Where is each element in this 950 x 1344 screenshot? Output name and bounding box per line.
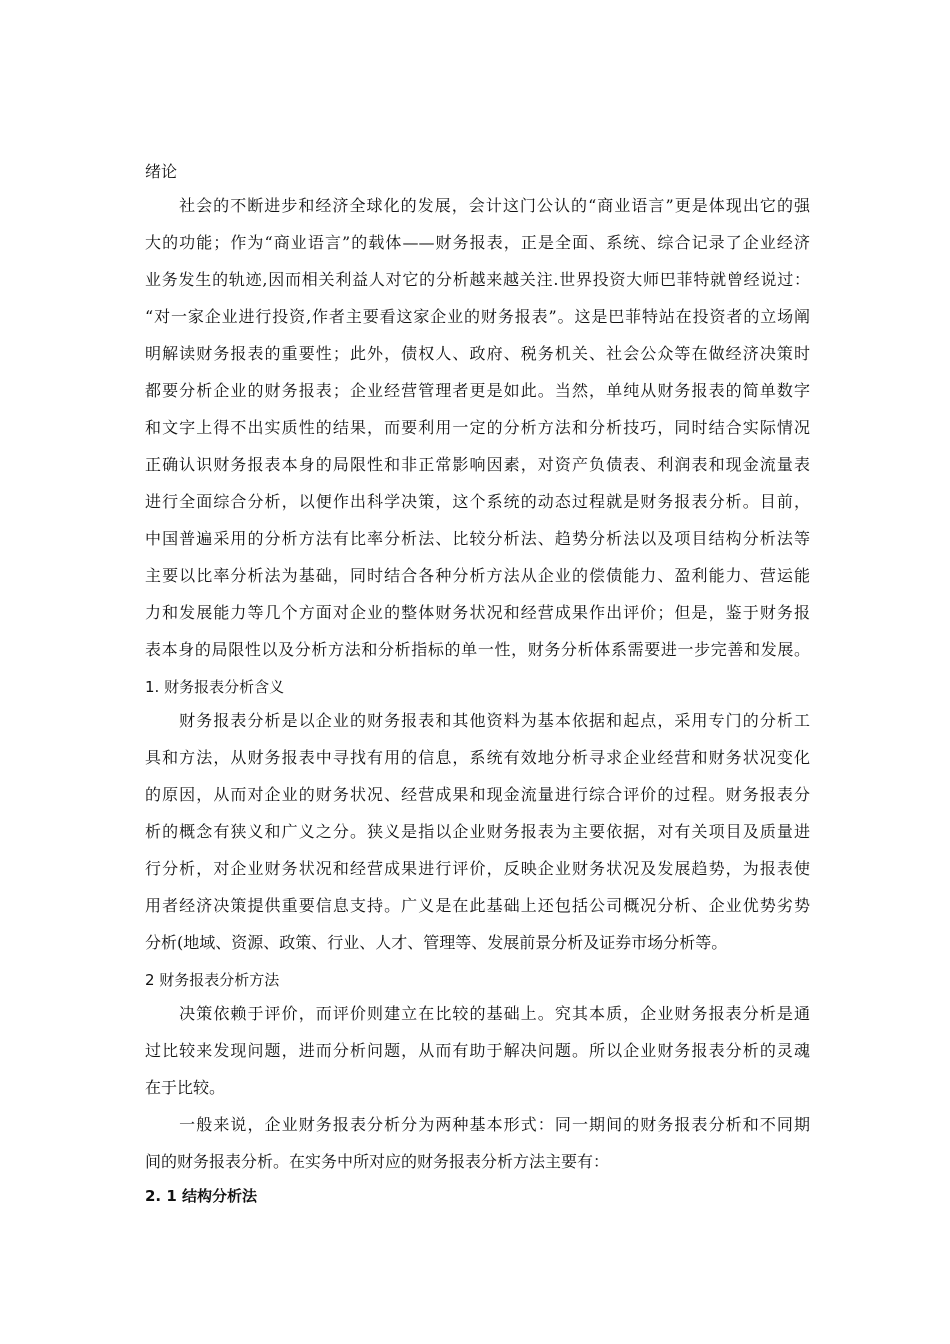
section-2-para-1-line: 决策依赖于评价，而评价则建立在比较的基础上。究其本质，企业财务报表分析是通 xyxy=(145,1004,810,1023)
intro-line: 主要以比率分析法为基础，同时结合各种分析方法从企业的偿债能力、盈利能力、营运能 xyxy=(145,566,810,585)
section-1-line: 分析(地域、资源、政策、行业、人才、管理等、发展前景分析及证券市场分析等。 xyxy=(145,933,728,952)
intro-line: 业务发生的轨迹,因而相关利益人对它的分析越来越关注.世界投资大师巴菲特就曾经说过： xyxy=(145,270,810,289)
intro-line: 正确认识财务报表本身的局限性和非正常影响因素，对资产负债表、利润表和现金流量表 xyxy=(145,455,810,474)
document-title: 绪论 xyxy=(145,162,178,181)
section-1-heading: 1. 财务报表分析含义 xyxy=(145,678,285,696)
section-2-para-2-line: 一般来说，企业财务报表分析分为两种基本形式：同一期间的财务报表分析和不同期 xyxy=(145,1115,810,1134)
intro-line: “对一家企业进行投资,作者主要看这家企业的财务报表”。这是巴菲特站在投资者的立场阐 xyxy=(145,307,810,326)
section-1-line: 财务报表分析是以企业的财务报表和其他资料为基本依据和起点，采用专门的分析工 xyxy=(145,711,810,730)
intro-line: 大的功能；作为“商业语言”的载体——财务报表，正是全面、系统、综合记录了企业经济 xyxy=(145,233,810,252)
intro-line: 力和发展能力等几个方面对企业的整体财务状况和经营成果作出评价；但是，鉴于财务报 xyxy=(145,603,810,622)
section-2-1-heading: 2. 1 结构分析法 xyxy=(145,1187,258,1205)
intro-line: 明解读财务报表的重要性；此外，债权人、政府、税务机关、社会公众等在做经济决策时 xyxy=(145,344,810,363)
section-2-heading: 2 财务报表分析方法 xyxy=(145,971,280,989)
section-1-line: 具和方法，从财务报表中寻找有用的信息，系统有效地分析寻求企业经营和财务状况变化 xyxy=(145,748,810,767)
section-2-para-1-line: 在于比较。 xyxy=(145,1078,226,1097)
section-1-line: 行分析，对企业财务状况和经营成果进行评价，反映企业财务状况及发展趋势，为报表使 xyxy=(145,859,810,878)
intro-line: 中国普遍采用的分析方法有比率分析法、比较分析法、趋势分析法以及项目结构分析法等 xyxy=(145,529,810,548)
section-1-line: 的原因，从而对企业的财务状况、经营成果和现金流量进行综合评价的过程。财务报表分 xyxy=(145,785,810,804)
intro-line: 和文字上得不出实质性的结果，而要利用一定的分析方法和分析技巧，同时结合实际情况 xyxy=(145,418,810,437)
section-2-para-1-line: 过比较来发现问题，进而分析问题，从而有助于解决问题。所以企业财务报表分析的灵魂 xyxy=(145,1041,810,1060)
intro-line: 社会的不断进步和经济全球化的发展，会计这门公认的“商业语言”更是体现出它的强 xyxy=(145,196,810,215)
section-1-line: 用者经济决策提供重要信息支持。广义是在此基础上还包括公司概况分析、企业优势劣势 xyxy=(145,896,810,915)
intro-line: 进行全面综合分析，以便作出科学决策，这个系统的动态过程就是财务报表分析。目前， xyxy=(145,492,810,511)
intro-line: 都要分析企业的财务报表；企业经营管理者更是如此。当然，单纯从财务报表的简单数字 xyxy=(145,381,810,400)
section-1-line: 析的概念有狭义和广义之分。狭义是指以企业财务报表为主要依据，对有关项目及质量进 xyxy=(145,822,810,841)
section-2-para-2-line: 间的财务报表分析。在实务中所对应的财务报表分析方法主要有： xyxy=(145,1152,610,1171)
intro-line: 表本身的局限性以及分析方法和分析指标的单一性，财务分析体系需要进一步完善和发展。 xyxy=(145,640,810,659)
